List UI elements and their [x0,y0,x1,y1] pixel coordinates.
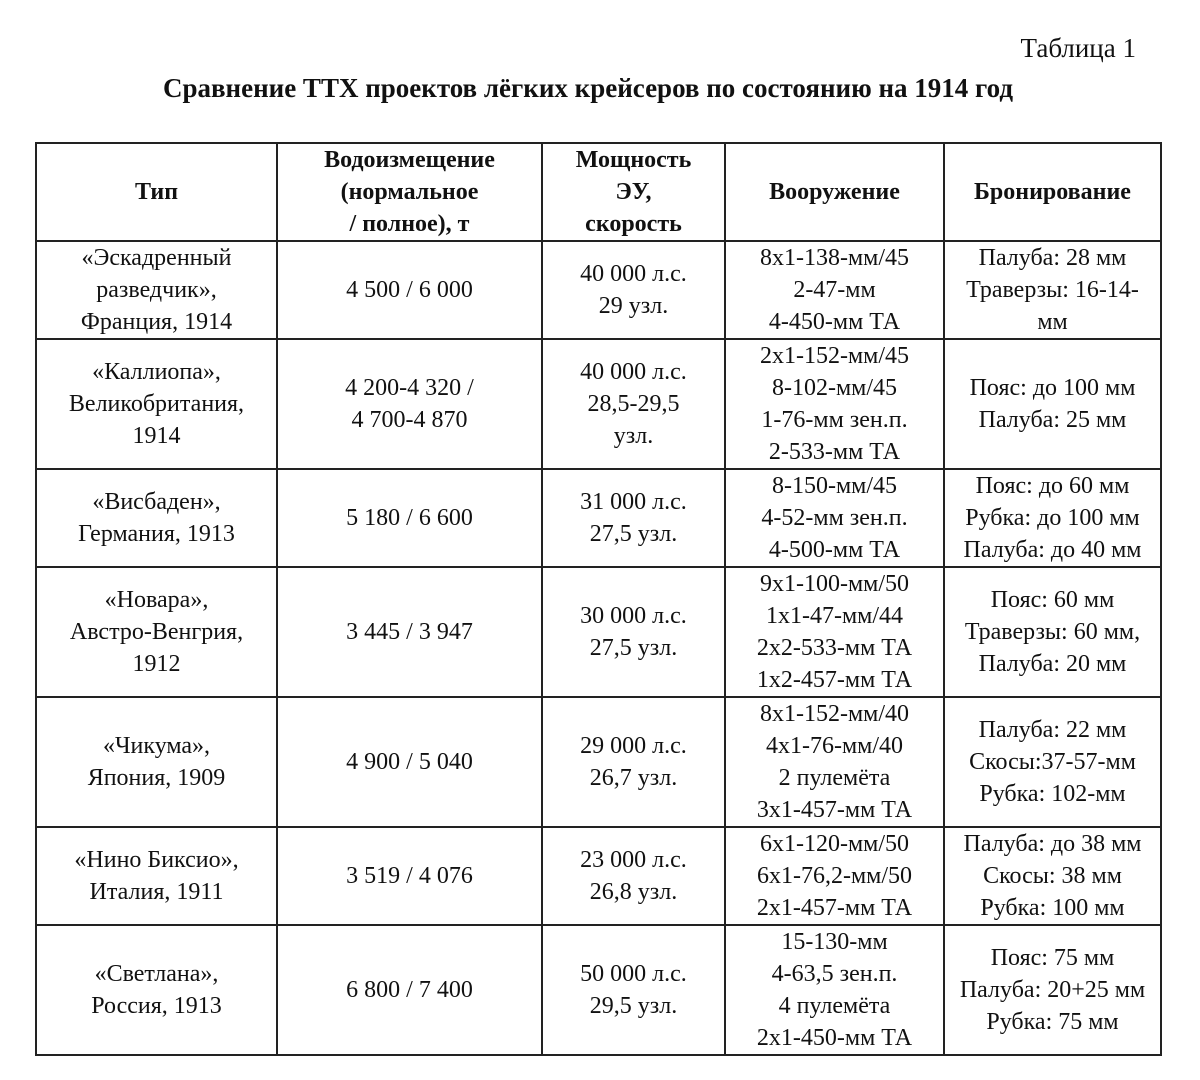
cell-displacement: 6 800 / 7 400 [277,925,542,1055]
cell-displacement: 5 180 / 6 600 [277,469,542,567]
cell-armor: Палуба: 22 мм Скосы:37-57-мм Рубка: 102-мм [944,697,1161,827]
cell-armor: Пояс: 60 мм Траверзы: 60 мм, Палуба: 20 мм [944,567,1161,697]
page-title: Сравнение ТТХ проектов лёгких крейсеров по состоянию на 1914 год [162,73,1014,103]
cell-armament: 8х1-152-мм/40 4х1-76-мм/40 2 пулемёта 3х1-457-мм ТА [725,697,944,827]
table-row [36,469,1161,567]
table-row [36,925,1161,1055]
cell-type: «Светлана», Россия, 1913 [36,925,277,1055]
table-header-row [36,143,1161,241]
cell-power: 30 000 л.с. 27,5 узл. [542,567,725,697]
table-number: Таблица 1 [1020,33,1136,63]
cell-armament: 8х1-138-мм/45 2-47-мм 4-450-мм ТА [725,241,944,339]
table-row [36,339,1161,469]
cell-displacement: 3 445 / 3 947 [277,567,542,697]
table-row [36,827,1161,925]
cell-armament: 15-130-мм 4-63,5 зен.п. 4 пулемёта 2х1-450-мм ТА [725,925,944,1055]
header-power: Мощность ЭУ, скорость [542,143,725,241]
cell-displacement: 4 200-4 320 / 4 700-4 870 [277,339,542,469]
cell-type: «Чикума», Япония, 1909 [36,697,277,827]
cell-armor: Пояс: 75 мм Палуба: 20+25 мм Рубка: 75 мм [944,925,1161,1055]
header-armament: Вооружение [725,143,944,241]
cell-armor: Палуба: 28 мм Траверзы: 16-14- мм [944,241,1161,339]
comparison-table [35,142,1162,1056]
table-row [36,697,1161,827]
header-type: Тип [36,143,277,241]
cell-armament: 9х1-100-мм/50 1х1-47-мм/44 2х2-533-мм ТА 1х2-457-мм ТА [725,567,944,697]
cell-power: 50 000 л.с. 29,5 узл. [542,925,725,1055]
cell-armament: 6х1-120-мм/50 6х1-76,2-мм/50 2х1-457-мм ТА [725,827,944,925]
cell-armament: 8-150-мм/45 4-52-мм зен.п. 4-500-мм ТА [725,469,944,567]
cell-armament: 2х1-152-мм/45 8-102-мм/45 1-76-мм зен.п. 2-533-мм ТА [725,339,944,469]
cell-power: 40 000 л.с. 29 узл. [542,241,725,339]
table-row [36,241,1161,339]
cell-type: «Новара», Австро-Венгрия, 1912 [36,567,277,697]
cell-power: 40 000 л.с. 28,5-29,5 узл. [542,339,725,469]
cell-displacement: 3 519 / 4 076 [277,827,542,925]
cell-power: 29 000 л.с. 26,7 узл. [542,697,725,827]
cell-type: «Висбаден», Германия, 1913 [36,469,277,567]
cell-power: 31 000 л.с. 27,5 узл. [542,469,725,567]
cell-type: «Нино Биксио», Италия, 1911 [36,827,277,925]
cell-displacement: 4 500 / 6 000 [277,241,542,339]
table-row [36,567,1161,697]
cell-armor: Палуба: до 38 мм Скосы: 38 мм Рубка: 100 мм [944,827,1161,925]
cell-type: «Каллиопа», Великобритания, 1914 [36,339,277,469]
cell-type: «Эскадренный разведчик», Франция, 1914 [36,241,277,339]
cell-armor: Пояс: до 60 мм Рубка: до 100 мм Палуба: до 40 мм [944,469,1161,567]
cell-armor: Пояс: до 100 мм Палуба: 25 мм [944,339,1161,469]
header-armor: Бронирование [944,143,1161,241]
cell-displacement: 4 900 / 5 040 [277,697,542,827]
cell-power: 23 000 л.с. 26,8 узл. [542,827,725,925]
header-displacement: Водоизмещение (нормальное / полное), т [277,143,542,241]
